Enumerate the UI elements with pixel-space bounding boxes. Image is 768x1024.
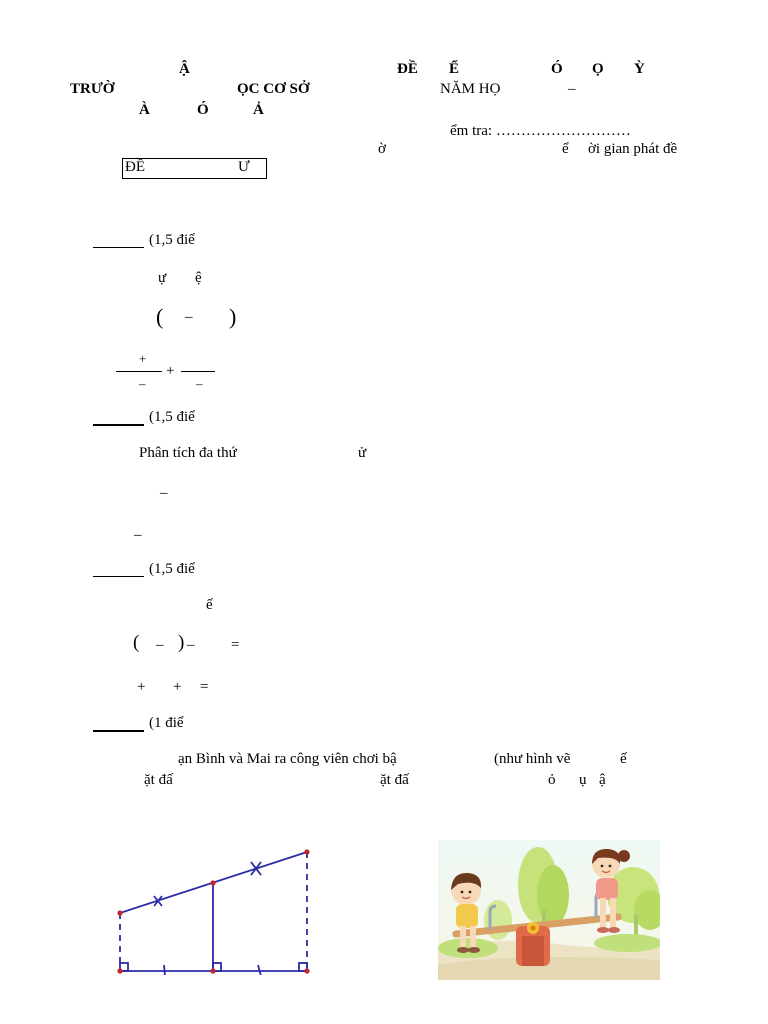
q3-text: ế (206, 597, 213, 613)
q3-eq2-plus1: + (137, 679, 146, 695)
q4-line2-a: ặt đấ (144, 772, 173, 788)
header-exam-date: ểm tra: ……………………… (450, 123, 631, 139)
ground-tick-mark-1 (164, 965, 165, 975)
q1-paren-open: ( (156, 304, 164, 329)
header-school-year: NĂM HỌ (440, 81, 501, 97)
q4-line2-d: ụ (579, 772, 587, 788)
official-exam-label-b: Ư (238, 159, 250, 175)
header-exam-title-b: Ể (449, 61, 460, 77)
q3-eq1-minus2: – (187, 637, 195, 653)
header-exam-title-e: Ỳ (634, 61, 645, 77)
q4-line1-a: ạn Bình và Mai ra công viên chơi bậ (178, 751, 397, 767)
q1-paren-close: ) (229, 304, 237, 329)
header-exam-title-c: Ó (551, 61, 563, 77)
q4-line1-b: (như hình vẽ (494, 751, 571, 767)
q3-eq2-equals: = (200, 679, 209, 695)
q1-frac-sum: + (166, 363, 175, 379)
header-exam-title-d: Ọ (592, 61, 604, 77)
seesaw-children-illustration (438, 840, 660, 980)
q1-frac-plus: + (139, 351, 147, 366)
q3-eq1-paren-close: ) (178, 632, 185, 653)
q1-minus: – (185, 309, 193, 325)
header-left-line3b: Ó (197, 102, 209, 118)
header-left-line3a: À (139, 102, 150, 118)
header-school-prefix: TRƯỜ (70, 81, 115, 97)
q2-text-b: ử (358, 445, 367, 461)
q1-frac-bar-1 (116, 371, 162, 372)
q1-points: (1,5 điể (149, 232, 195, 248)
header-left-line3c: Ả (253, 102, 264, 118)
q1-sub-a: ự (158, 270, 167, 286)
header-left-line1: Ậ (179, 61, 190, 77)
header-school-year-dash: – (568, 81, 576, 97)
q4-points: (1 điể (149, 715, 184, 731)
header-exam-title-a: ĐỀ (397, 61, 418, 77)
slant-tick-mark-2 (251, 862, 261, 875)
point-left-bottom (117, 968, 122, 973)
point-pivot-bottom (210, 968, 215, 973)
header-time-c: ời gian phát đề (588, 141, 678, 157)
q2-points: (1,5 điể (149, 409, 195, 425)
q3-eq2-plus2: + (173, 679, 182, 695)
q2-number-blank (93, 410, 144, 426)
q4-line2-b: ặt đấ (380, 772, 409, 788)
q3-eq1-minus: – (156, 637, 164, 653)
q2-minus-2: – (134, 527, 142, 543)
q1-frac-bar-2 (181, 371, 215, 372)
point-left-top (117, 910, 122, 915)
q1-frac-minus1: – (139, 376, 146, 391)
q1-sub-b: ệ (195, 270, 202, 286)
q2-minus-1: – (160, 485, 168, 501)
q1-number-blank (93, 233, 144, 248)
header-time-a: ờ (378, 141, 386, 157)
q2-text-a: Phân tích đa thứ (139, 445, 237, 461)
q3-eq1-paren-open: ( (133, 632, 140, 653)
header-time-b: ể (562, 141, 569, 157)
point-right-top (304, 849, 309, 854)
ground-tick-mark-2 (258, 965, 261, 975)
q3-number-blank (93, 562, 144, 577)
q3-points: (1,5 điể (149, 561, 195, 577)
point-right-bottom (304, 968, 309, 973)
q4-line2-e: ậ (599, 772, 606, 788)
point-pivot-top (210, 880, 215, 885)
q4-line2-c: ỏ (548, 772, 556, 788)
q4-number-blank (93, 716, 144, 732)
official-exam-label-a: ĐỀ (125, 159, 145, 175)
q3-eq1-equals: = (231, 637, 240, 653)
q1-frac-minus2: – (196, 376, 203, 391)
q4-line1-c: ế (620, 751, 627, 767)
header-school-suffix: ỌC CƠ SỞ (237, 81, 310, 97)
seesaw-geometry-figure (114, 845, 314, 975)
